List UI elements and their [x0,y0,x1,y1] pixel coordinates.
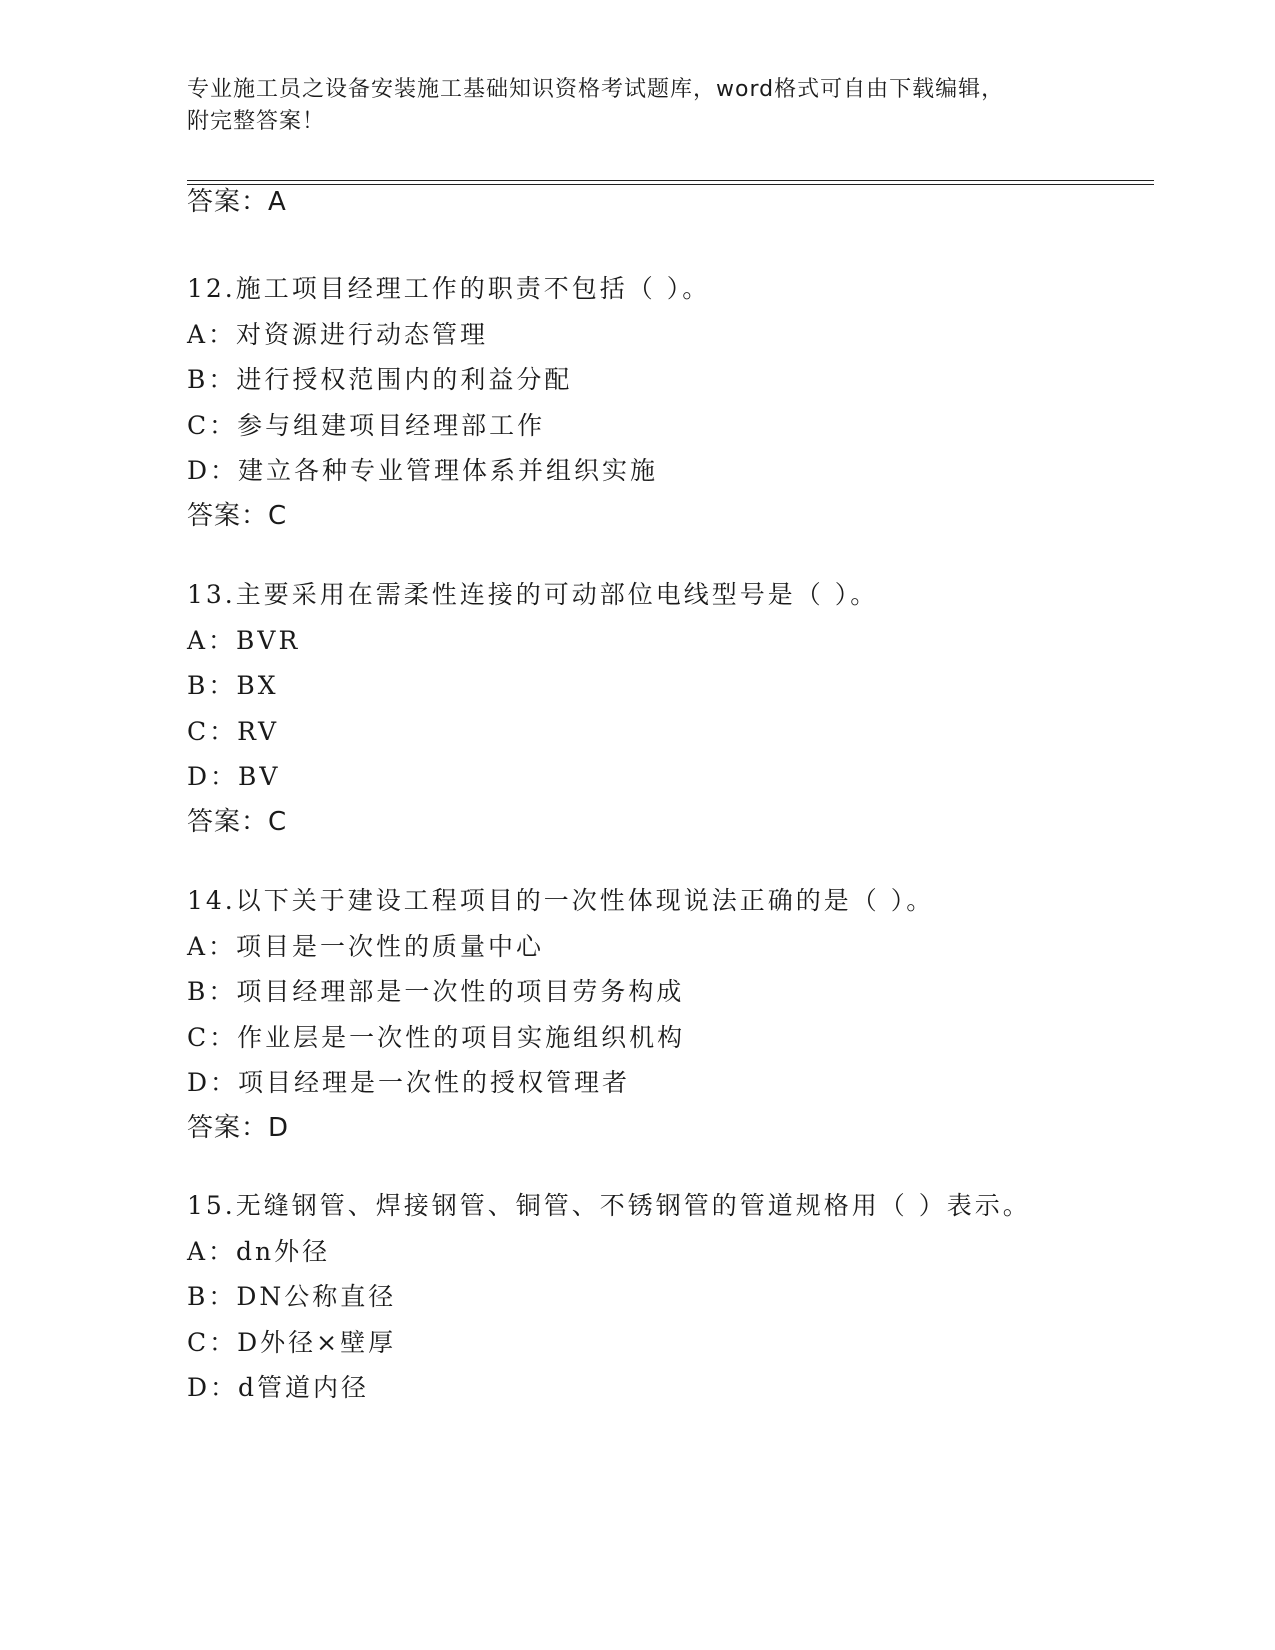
option-d: D：项目经理是一次性的授权管理者 [187,1068,631,1097]
question-14 [187,878,1167,1151]
option-b: B：项目经理部是一次性的项目劳务构成 [187,977,685,1006]
question-12 [187,266,1167,539]
option-a: A：BVR [187,625,301,655]
option-c: C：D外径×壁厚 [187,1327,397,1357]
option-b: B：DN公称直径 [187,1282,397,1311]
option-d: D：d管道内径 [187,1373,370,1402]
question-15 [187,1183,1167,1411]
option-c: C：RV [187,716,280,746]
question-stem: 13.主要采用在需柔性连接的可动部位电线型号是（ ）。 [187,580,879,609]
document-header [187,74,1067,138]
question-stem: 14.以下关于建设工程项目的一次性体现说法正确的是（ ）。 [187,886,935,915]
question-stem: 15.无缝钢管、焊接钢管、铜管、不锈钢管的管道规格用（ ）表示。 [187,1191,1031,1220]
option-b: B：进行授权范围内的利益分配 [187,365,573,394]
option-b: B：BX [187,671,279,700]
header-line-1: 专业施工员之设备安装施工基础知识资格考试题库，word格式可自由下载编辑， [187,77,1005,102]
option-d: D：建立各种专业管理体系并组织实施 [187,456,659,485]
option-c: C：作业层是一次性的项目实施组织机构 [187,1022,686,1052]
question-stem: 12.施工项目经理工作的职责不包括（ ）。 [187,274,711,303]
answer-label: 答案：A [187,187,287,217]
option-c: C：参与组建项目经理部工作 [187,410,546,440]
option-a: A：项目是一次性的质量中心 [187,931,545,961]
answer-label: 答案：D [187,1112,290,1143]
question-13 [187,572,1167,845]
header-line-2: 附完整答案！ [187,109,326,134]
answer-label: 答案：C [187,500,288,531]
option-a: A：dn外径 [187,1236,331,1266]
option-d: D：BV [187,762,281,791]
previous-answer-block [187,180,1167,226]
option-a: A：对资源进行动态管理 [187,319,489,349]
answer-label: 答案：C [187,806,288,837]
